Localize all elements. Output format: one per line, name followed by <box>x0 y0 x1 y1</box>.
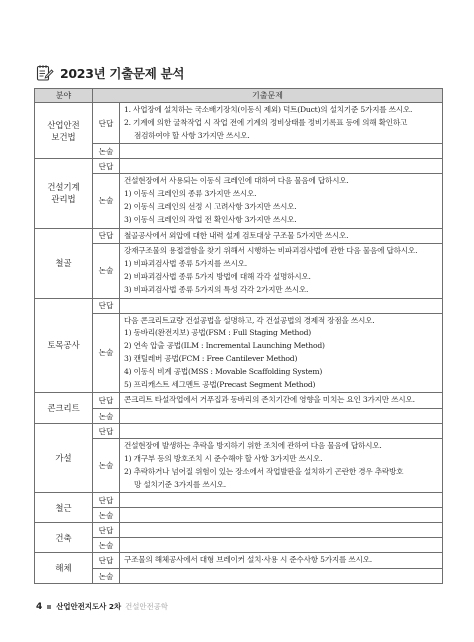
question-content-cell <box>120 159 443 174</box>
category-cell <box>35 523 93 553</box>
question-line: 건설현장에서 사용되는 이동식 크레인에 대하여 다음 물음에 답하시오. <box>124 176 349 186</box>
question-type-cell: 단답 <box>93 103 120 144</box>
question-line: 3) 캔틸레버 공법(FCM : Free Cantilever Method) <box>124 353 298 363</box>
question-content-cell <box>120 409 443 424</box>
table-row <box>35 228 443 244</box>
question-line: 5) 프리캐스트 세그멘트 공법(Precast Segment Method) <box>124 379 316 389</box>
category-cell <box>35 228 93 298</box>
square-bullet-icon <box>47 605 51 609</box>
question-type-cell: 단답 <box>93 393 120 409</box>
question-type-cell: 논술 <box>93 174 120 228</box>
question-line: 1) 동바리(완전지보) 공법(FSM : Full Staging Method) <box>124 328 312 338</box>
table-row <box>35 538 443 553</box>
question-content-cell <box>120 553 443 569</box>
table-row <box>35 523 443 538</box>
question-type-cell: 단답 <box>93 298 120 313</box>
question-content-cell <box>120 569 443 584</box>
question-content-cell <box>120 424 443 439</box>
table-row <box>35 244 443 298</box>
category-label: 건설기계 <box>47 182 80 193</box>
category-label: 건축 <box>55 532 72 543</box>
question-type-cell: 논술 <box>93 508 120 523</box>
category-label: 토목공사 <box>47 340 80 351</box>
category-label: 해체 <box>55 563 72 574</box>
table-row <box>35 159 443 174</box>
table-header-row <box>35 89 443 103</box>
question-line: 2) 연속 압출 공법(ILM : Incremental Launching Method) <box>124 341 325 351</box>
question-type-cell: 논술 <box>93 569 120 584</box>
category-cell <box>35 103 93 159</box>
question-content-cell <box>120 313 443 393</box>
table-row <box>35 493 443 508</box>
question-line: 3) 이동식 크레인의 작업 전 확인사항 3가지만 쓰시오. <box>124 214 297 224</box>
question-content-cell <box>120 103 443 144</box>
question-type-cell: 논술 <box>93 244 120 298</box>
category-label: 산업안전 <box>47 119 80 130</box>
question-content-cell <box>120 493 443 508</box>
category-cell <box>35 493 93 523</box>
question-line: 콘크리트 타설작업에서 거푸집과 동바리의 존치기간에 영향을 미치는 요인 3가지만 쓰시오. <box>124 395 415 405</box>
category-cell <box>35 393 93 424</box>
question-line: 구조물의 해체공사에서 대형 브레이커 설치·사용 시 준수사항 5가지를 쓰시오. <box>124 555 372 565</box>
question-line: 2) 이동식 크레인의 선정 시 고려사항 3가지만 쓰시오. <box>124 201 297 211</box>
question-content-cell <box>120 508 443 523</box>
question-content-cell <box>120 244 443 298</box>
category-label: 콘크리트 <box>47 403 80 414</box>
question-content-cell <box>120 228 443 244</box>
page-number: 4 <box>36 601 43 612</box>
question-line: 1) 개구부 등의 방호조치 시 준수해야 할 사항 3가지만 쓰시오. <box>124 453 323 463</box>
question-content-cell <box>120 298 443 313</box>
question-type-cell: 논술 <box>93 313 120 393</box>
question-line: 철골공사에서 외압에 대한 내력 설계 검토대상 구조물 5가지만 쓰시오. <box>124 230 349 240</box>
table-row <box>35 424 443 439</box>
question-type-cell: 논술 <box>93 538 120 553</box>
header-content: 기출문제 <box>93 89 443 103</box>
page-title: 2023년 기출문제 분석 <box>60 66 185 81</box>
question-line: 건설현장에 발생하는 추락을 방지하기 위한 조치에 관하여 다음 물음에 답하시오. <box>124 441 382 451</box>
question-line: 강재구조물의 용접결함을 찾기 위해서 시행하는 비파괴검사법에 관한 다음 물음에 답하시오. <box>124 246 418 256</box>
category-label: 관리법 <box>51 194 76 205</box>
category-cell <box>35 159 93 228</box>
table-row <box>35 103 443 144</box>
question-content-cell <box>120 538 443 553</box>
question-line: 2) 추락하거나 넘어질 위험이 있는 장소에서 작업발판을 설치하기 곤란한 경우 추락방호 <box>124 466 404 476</box>
question-type-cell: 논술 <box>93 409 120 424</box>
question-content-cell <box>120 174 443 228</box>
table-row <box>35 174 443 228</box>
question-line: 3) 비파괴검사법 종류 5가지의 특성 각각 2가지만 쓰시오. <box>124 284 309 294</box>
table-row <box>35 439 443 493</box>
table-row <box>35 569 443 584</box>
question-type-cell: 논술 <box>93 439 120 493</box>
question-line: 1) 비파괴검사법 종류 5가지를 쓰시오. <box>124 259 247 269</box>
category-label: 철근 <box>55 502 72 513</box>
question-line: 2. 기계에 의한 굴착작업 시 작업 전에 기계의 정비상태를 정비기록표 등에 의해 확인하고 <box>124 117 408 127</box>
table-row <box>35 409 443 424</box>
exam-analysis-table <box>34 88 443 584</box>
question-type-cell: 단답 <box>93 228 120 244</box>
book-subject: 건설안전공학 <box>125 602 168 611</box>
question-line: 점검하여야 할 사항 3가지만 쓰시오. <box>134 130 250 140</box>
question-type-cell: 단답 <box>93 523 120 538</box>
table-row <box>35 553 443 569</box>
table-row <box>35 298 443 313</box>
table-row <box>35 144 443 159</box>
question-type-cell: 단답 <box>93 424 120 439</box>
question-type-cell: 논술 <box>93 144 120 159</box>
question-content-cell <box>120 523 443 538</box>
category-label: 철골 <box>55 258 72 269</box>
question-content-cell <box>120 439 443 493</box>
section-title <box>36 62 184 84</box>
table-row <box>35 508 443 523</box>
question-line: 1) 이동식 크레인의 종류 3가지만 쓰시오. <box>124 189 257 199</box>
category-cell <box>35 424 93 493</box>
question-content-cell <box>120 144 443 159</box>
page-footer <box>36 601 168 612</box>
category-cell <box>35 553 93 584</box>
header-category: 분야 <box>35 89 93 103</box>
category-label: 가설 <box>55 453 72 464</box>
question-line: 2) 비파괴검사법 종류 5가지 방법에 대해 각각 설명하시오. <box>124 271 311 281</box>
category-cell <box>35 298 93 393</box>
notepad-pencil-icon <box>36 64 54 82</box>
question-type-cell: 단답 <box>93 159 120 174</box>
question-content-cell <box>120 393 443 409</box>
question-line: 4) 이동식 비계 공법(MSS : Movable Scaffolding System) <box>124 366 323 376</box>
book-title: 산업안전지도사 2차 <box>56 602 122 611</box>
question-type-cell: 단답 <box>93 493 120 508</box>
question-line: 다음 콘크리트교량 건설공법을 설명하고, 각 건설공법의 경제적 장점을 쓰시오. <box>124 315 375 325</box>
question-type-cell: 단답 <box>93 553 120 569</box>
table-row <box>35 313 443 393</box>
table-body <box>35 103 443 584</box>
question-line: 1. 사업장에 설치하는 국소배기장치(이동식 제외) 덕트(Duct)의 설치기준 5가지를 쓰시오. <box>124 105 413 114</box>
table-row <box>35 393 443 409</box>
question-line: 망 설치기준 3가지를 쓰시오. <box>134 479 226 489</box>
category-label: 보건법 <box>51 131 76 142</box>
